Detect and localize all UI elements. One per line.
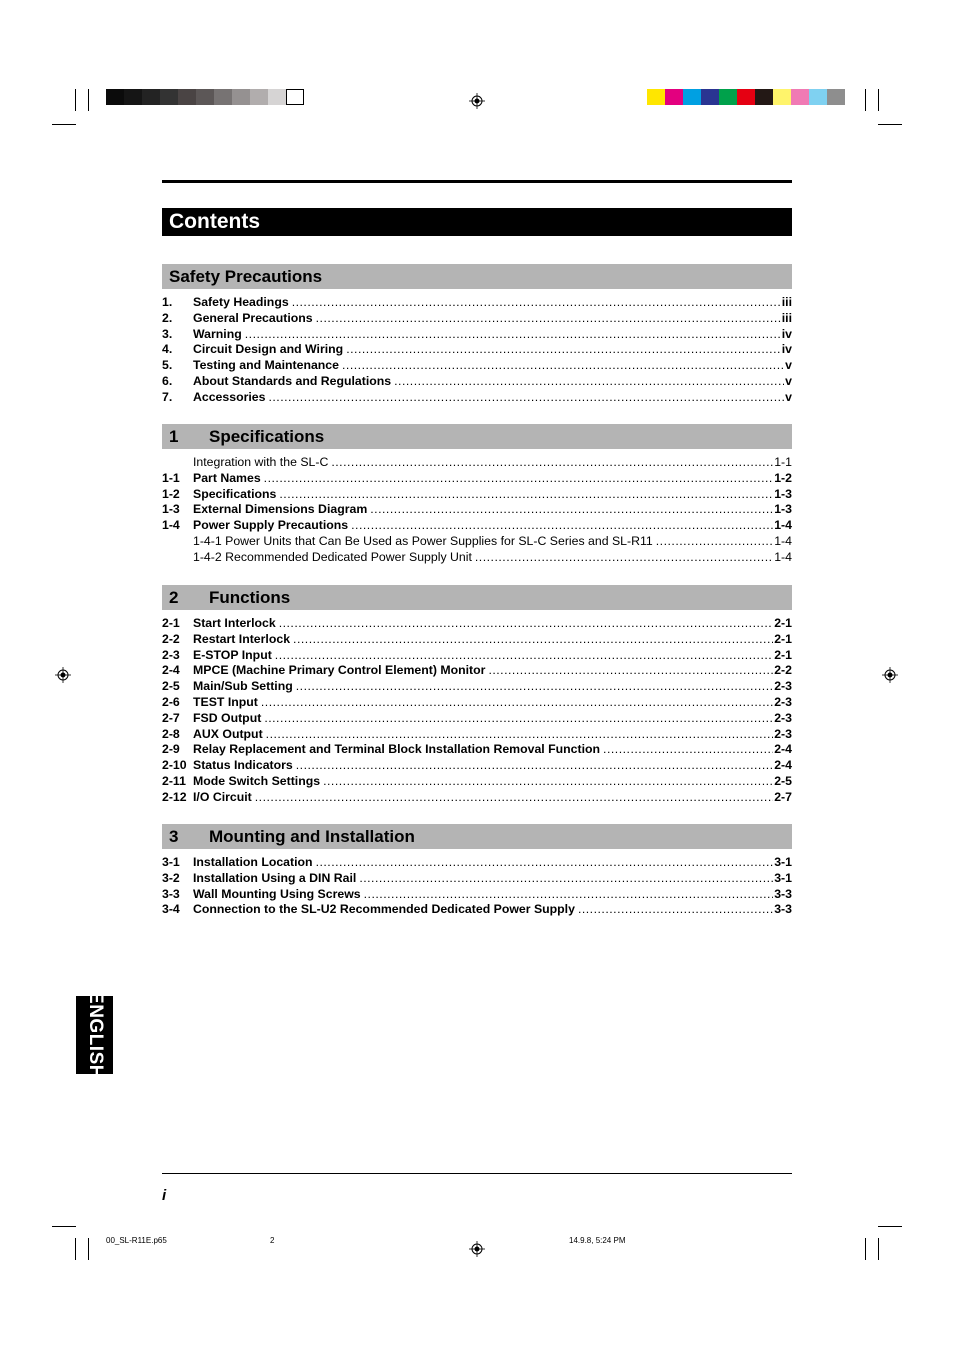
entry-page: v: [785, 358, 792, 373]
entry-number: 2-9: [162, 742, 180, 757]
entry-number: 2-11: [162, 773, 186, 788]
language-tab-label: ENGLISH: [84, 991, 106, 1079]
entry-title: E-STOP Input: [193, 647, 272, 662]
grayscale-swatches: [106, 89, 304, 105]
dot-leader: [316, 311, 781, 327]
dot-leader: [296, 758, 773, 774]
entry-page: iv: [781, 342, 792, 357]
entry-number: 1-4: [162, 518, 180, 533]
dot-leader: [296, 679, 773, 695]
toc-entry[interactable]: [162, 487, 792, 503]
color-swatch: [160, 89, 178, 105]
color-swatch: [647, 89, 665, 105]
color-swatch: [719, 89, 737, 105]
toc-entry[interactable]: [162, 550, 792, 566]
toc-section: [162, 585, 792, 806]
registration-mark-icon: [469, 1241, 485, 1257]
section-heading: [162, 585, 792, 610]
entry-title: Status Indicators: [193, 758, 293, 773]
entry-number: 6.: [162, 373, 173, 388]
color-swatch: [106, 89, 124, 105]
entry-number: 2-8: [162, 726, 180, 741]
entry-number: 3-4: [162, 902, 180, 917]
entry-number: 4.: [162, 342, 173, 357]
toc-entry[interactable]: [162, 790, 792, 806]
crop-mark: [88, 1238, 89, 1260]
dot-leader: [279, 487, 773, 503]
crop-mark: [865, 89, 866, 111]
dot-leader: [331, 455, 773, 471]
crop-mark: [88, 89, 89, 111]
entry-page: iii: [781, 310, 792, 325]
entry-page: 2-1: [774, 631, 792, 646]
toc-entry[interactable]: [162, 663, 792, 679]
toc-entry[interactable]: [162, 471, 792, 487]
color-swatch: [701, 89, 719, 105]
toc-entry[interactable]: [162, 390, 792, 406]
entry-number: 2-6: [162, 694, 180, 709]
dot-leader: [351, 518, 773, 534]
toc-entry[interactable]: [162, 695, 792, 711]
entry-number: 2-1: [162, 616, 180, 630]
dot-leader: [293, 632, 773, 648]
top-rule: [162, 180, 792, 183]
entry-page: 2-7: [774, 789, 792, 804]
registration-mark-icon: [882, 667, 898, 683]
toc-entry[interactable]: [162, 502, 792, 518]
crop-mark: [878, 1238, 879, 1260]
toc-entry[interactable]: [162, 534, 792, 550]
dot-leader: [364, 887, 774, 903]
entry-title: Safety Headings: [193, 295, 289, 309]
footer-sheet: 2: [270, 1236, 275, 1245]
entry-page: 2-3: [774, 679, 792, 694]
entry-title: External Dimensions Diagram: [193, 502, 368, 517]
dot-leader: [603, 742, 773, 758]
color-swatch: [665, 89, 683, 105]
entry-number: 7.: [162, 389, 173, 404]
toc-entry[interactable]: [162, 887, 792, 903]
toc-entry[interactable]: [162, 342, 792, 358]
dot-leader: [475, 550, 773, 566]
entry-number: 2-7: [162, 710, 180, 725]
entry-title: Testing and Maintenance: [193, 358, 339, 373]
section-title: Safety Precautions: [169, 267, 323, 286]
entry-title: AUX Output: [193, 726, 263, 741]
entry-title: Installation Location: [193, 855, 313, 869]
toc-entry[interactable]: [162, 774, 792, 790]
dot-leader: [261, 695, 773, 711]
toc-entry[interactable]: [162, 632, 792, 648]
entry-list: [162, 455, 792, 566]
entry-page: 2-3: [774, 694, 792, 709]
entry-list: [162, 855, 792, 918]
crop-mark: [75, 89, 76, 111]
crop-mark: [878, 1226, 902, 1227]
entry-page: 3-1: [774, 855, 792, 869]
entry-number: 2-5: [162, 679, 180, 694]
entry-page: 2-4: [774, 758, 792, 773]
entry-number: 2-12: [162, 789, 187, 804]
color-swatch: [214, 89, 232, 105]
entry-title: Part Names: [193, 470, 261, 485]
toc-entry[interactable]: [162, 295, 792, 311]
section-number: 2: [169, 588, 179, 607]
entry-number: 1-2: [162, 486, 180, 501]
entry-page: 1-1: [774, 455, 792, 469]
color-swatch: [178, 89, 196, 105]
section-title: Mounting and Installation: [209, 827, 415, 846]
entry-number: 1.: [162, 295, 173, 309]
toc-entry[interactable]: [162, 871, 792, 887]
color-swatch: [268, 89, 286, 105]
crop-mark: [52, 124, 76, 125]
color-swatch: [809, 89, 827, 105]
section-number: 1: [169, 427, 179, 446]
toc-entry[interactable]: [162, 518, 792, 534]
entry-number: 2-4: [162, 663, 180, 678]
footer-file: 00_SL-R11E.p65: [106, 1236, 167, 1245]
entry-page: 2-3: [774, 726, 792, 741]
entry-page: 2-4: [774, 742, 792, 757]
entry-title: Specifications: [193, 486, 277, 501]
crop-mark: [878, 124, 902, 125]
entry-number: 3-1: [162, 855, 180, 869]
entry-list: [162, 295, 792, 406]
toc-entry[interactable]: [162, 727, 792, 743]
entry-page: iv: [781, 326, 792, 341]
entry-page: 1-3: [774, 486, 792, 501]
dot-leader: [656, 534, 773, 550]
toc-entry[interactable]: [162, 327, 792, 343]
dot-leader: [578, 902, 773, 918]
dot-leader: [292, 295, 781, 311]
page-title: Contents: [162, 208, 792, 236]
toc-entry[interactable]: [162, 374, 792, 390]
entry-page: 3-3: [774, 902, 792, 917]
entry-title: FSD Output: [193, 710, 262, 725]
entry-number: 2.: [162, 310, 173, 325]
entry-title: Restart Interlock: [193, 631, 291, 646]
section-heading: [162, 824, 792, 849]
dot-leader: [346, 342, 781, 358]
dot-leader: [323, 774, 773, 790]
color-swatch: [773, 89, 791, 105]
entry-number: 3-3: [162, 886, 180, 901]
toc-section: [162, 424, 792, 566]
entry-title: Mode Switch Settings: [193, 773, 321, 788]
color-swatch: [683, 89, 701, 105]
entry-title: Connection to the SL-U2 Recommended Dedicated Power Supply: [193, 902, 575, 917]
color-swatch: [286, 89, 304, 105]
color-swatch: [196, 89, 214, 105]
entry-title: 1-4-1 Power Units that Can Be Used as Power Supplies for SL-C Series and SL-R11: [193, 533, 653, 548]
footer-timestamp: 14.9.8, 5:24 PM: [569, 1236, 626, 1245]
toc-entry[interactable]: [162, 679, 792, 695]
entry-page: 2-1: [774, 647, 792, 662]
toc-entry[interactable]: [162, 648, 792, 664]
entry-title: Integration with the SL-C: [193, 455, 329, 469]
entry-title: Circuit Design and Wiring: [193, 342, 344, 357]
entry-page: v: [785, 389, 792, 404]
entry-title: Installation Using a DIN Rail: [193, 870, 357, 885]
dot-leader: [279, 616, 774, 632]
entry-title: Accessories: [193, 389, 266, 404]
entry-title: Warning: [193, 326, 242, 341]
dot-leader: [342, 358, 784, 374]
toc-entry[interactable]: [162, 902, 792, 918]
entry-page: 3-3: [774, 886, 792, 901]
toc-entry[interactable]: [162, 358, 792, 374]
color-swatches: [647, 89, 845, 105]
entry-title: 1-4-2 Recommended Dedicated Power Supply Unit: [193, 549, 472, 564]
color-swatch: [755, 89, 773, 105]
dot-leader: [370, 502, 773, 518]
color-swatch: [250, 89, 268, 105]
entry-page: iii: [781, 295, 792, 309]
entry-title: Relay Replacement and Terminal Block Installation Removal Function: [193, 742, 601, 757]
entry-title: Power Supply Precautions: [193, 518, 349, 533]
dot-leader: [264, 471, 774, 487]
entry-title: About Standards and Regulations: [193, 373, 392, 388]
crop-mark: [865, 1238, 866, 1260]
entry-number: 1-3: [162, 502, 180, 517]
color-swatch: [827, 89, 845, 105]
entry-number: 1-1: [162, 470, 180, 485]
entry-title: Start Interlock: [193, 616, 276, 630]
entry-page: 1-4: [774, 549, 792, 564]
entry-title: Wall Mounting Using Screws: [193, 886, 361, 901]
entry-page: v: [785, 373, 792, 388]
entry-title: Main/Sub Setting: [193, 679, 293, 694]
entry-page: 1-2: [774, 470, 792, 485]
entry-title: TEST Input: [193, 694, 258, 709]
entry-number: 2-10: [162, 758, 187, 773]
toc-entry[interactable]: [162, 742, 792, 758]
entry-title: General Precautions: [193, 310, 313, 325]
toc-section: [162, 264, 792, 406]
section-heading: [162, 424, 792, 449]
dot-leader: [394, 374, 784, 390]
entry-page: 1-4: [774, 533, 792, 548]
registration-mark-icon: [469, 93, 485, 109]
entry-page: 3-1: [774, 870, 792, 885]
toc-entry[interactable]: [162, 855, 792, 871]
dot-leader: [255, 790, 773, 806]
entry-number: 3.: [162, 326, 173, 341]
color-swatch: [737, 89, 755, 105]
dot-leader: [488, 663, 773, 679]
toc-entry[interactable]: [162, 616, 792, 632]
color-swatch: [124, 89, 142, 105]
entry-page: 2-1: [774, 616, 792, 630]
entry-page: 1-4: [774, 518, 792, 533]
dot-leader: [268, 390, 784, 406]
toc-entry[interactable]: [162, 455, 792, 471]
color-swatch: [791, 89, 809, 105]
crop-mark: [75, 1238, 76, 1260]
color-swatch: [232, 89, 250, 105]
entry-number: 2-3: [162, 647, 180, 662]
dot-leader: [266, 727, 774, 743]
registration-mark-icon: [55, 667, 71, 683]
crop-mark: [52, 1226, 76, 1227]
entry-page: 2-2: [774, 663, 792, 678]
section-title: Functions: [209, 588, 291, 607]
entry-number: 2-2: [162, 631, 180, 646]
entry-title: I/O Circuit: [193, 789, 252, 804]
entry-page: 2-5: [774, 773, 792, 788]
crop-mark: [878, 89, 879, 111]
section-heading: [162, 264, 792, 289]
dot-leader: [264, 711, 773, 727]
toc-entry[interactable]: [162, 311, 792, 327]
section-title: Specifications: [209, 427, 325, 446]
bottom-rule: [162, 1173, 792, 1174]
toc-section: [162, 824, 792, 918]
entry-number: 5.: [162, 358, 173, 373]
entry-list: [162, 616, 792, 806]
dot-leader: [275, 648, 773, 664]
color-swatch: [142, 89, 160, 105]
entry-page: 1-3: [774, 502, 792, 517]
language-tab: [76, 991, 113, 1079]
page-number: i: [162, 1187, 167, 1204]
toc-entry[interactable]: [162, 758, 792, 774]
dot-leader: [359, 871, 773, 887]
dot-leader: [245, 327, 781, 343]
entry-number: 3-2: [162, 870, 180, 885]
dot-leader: [316, 855, 774, 871]
entry-page: 2-3: [774, 710, 792, 725]
section-number: 3: [169, 827, 179, 846]
toc-entry[interactable]: [162, 711, 792, 727]
entry-title: MPCE (Machine Primary Control Element) Monitor: [193, 663, 486, 678]
